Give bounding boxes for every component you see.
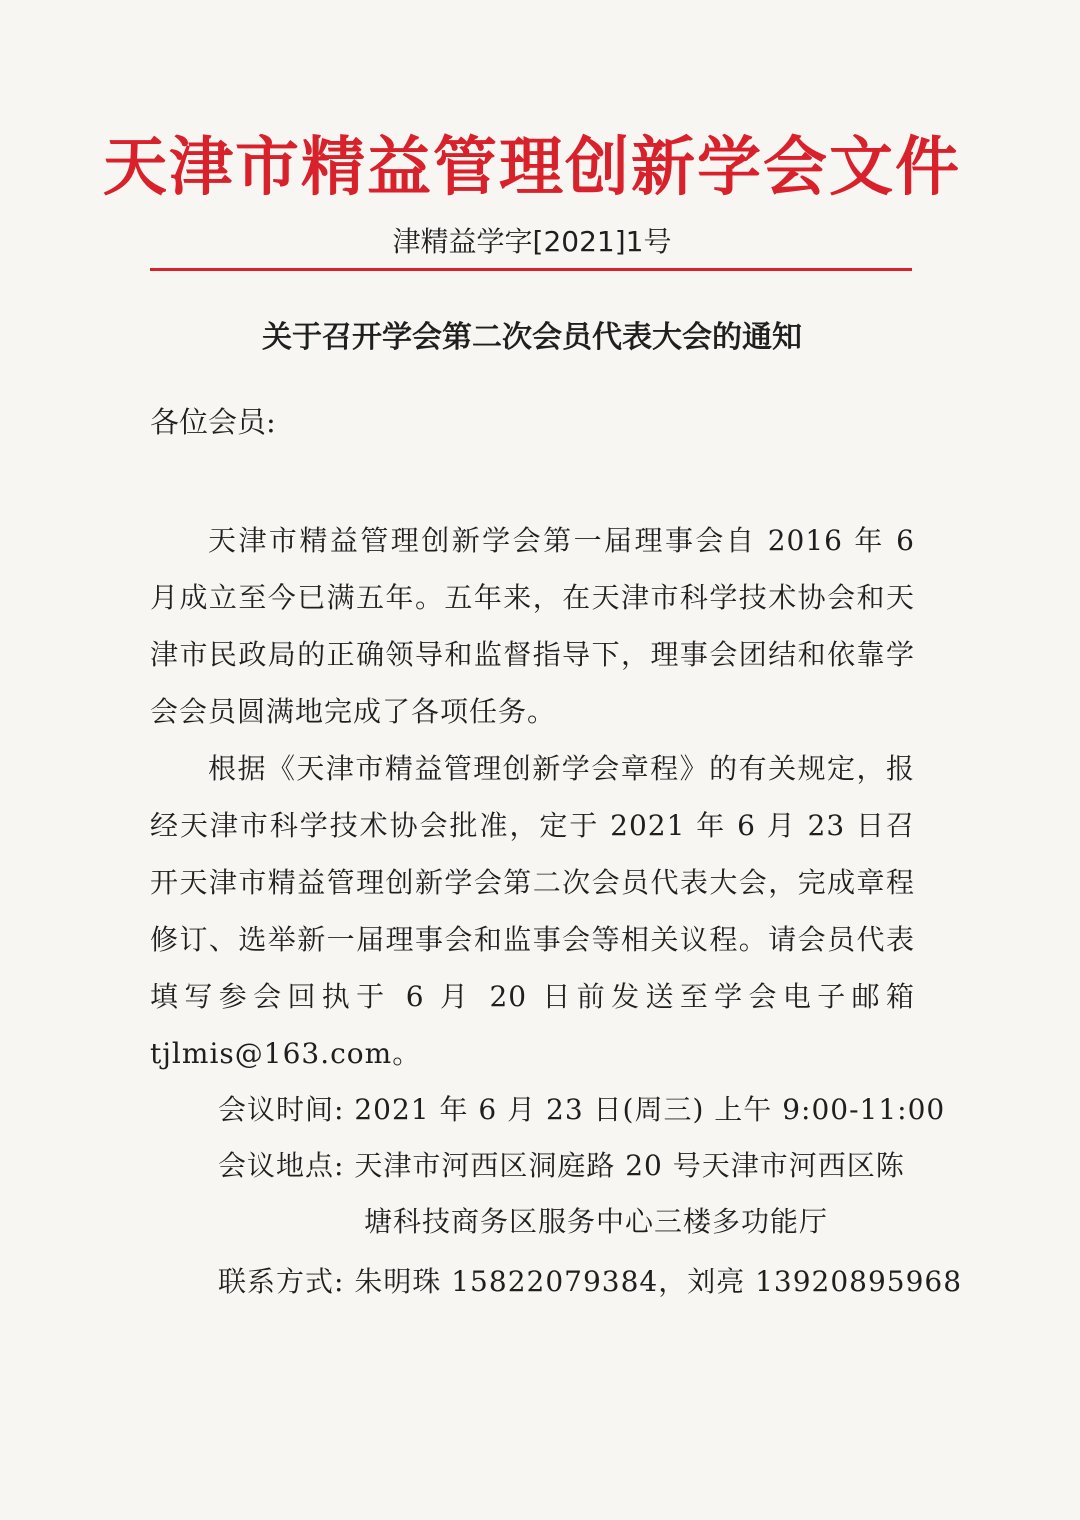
red-divider-line <box>150 268 912 271</box>
notice-title: 关于召开学会第二次会员代表大会的通知 <box>262 320 802 355</box>
contact-line <box>218 1254 962 1310</box>
meeting-time-label: 会议时间: <box>218 1093 345 1126</box>
document-number: 津精益学字[2021]1号 <box>392 225 672 258</box>
meeting-place-value-line1: 天津市河西区洞庭路 20 号天津市河西区陈 <box>354 1149 905 1182</box>
contact-value: 朱明珠 15822079384，刘亮 13920895968 <box>354 1265 963 1298</box>
contact-label: 联系方式: <box>218 1265 345 1298</box>
meeting-time-line <box>218 1082 945 1138</box>
salutation: 各位会员: <box>150 405 276 439</box>
body-paragraph-1: 天津市精益管理创新学会第一届理事会自 2016 年 6 月成立至今已满五年。五年来，在天津市科学技术协会和天津市民政局的正确领导和监督指导下，理事会团结和依靠学会会员圆满地完成了各项任务。 <box>150 524 915 728</box>
meeting-time-value: 2021 年 6 月 23 日(周三) 上午 9:00-11:00 <box>354 1093 946 1126</box>
meeting-place-value-line2: 塘科技商务区服务中心三楼多功能厅 <box>364 1205 829 1238</box>
document-header-title: 天津市精益管理创新学会文件 <box>103 131 961 205</box>
body-paragraph-2: 根据《天津市精益管理创新学会章程》的有关规定，报经天津市科学技术协会批准，定于 2021 年 6 月 23 日召开天津市精益管理创新学会第二次会员代表大会，完成章程修订、选举新一届理事会和监事会等相关议程。请会员代表填写参会回执于 6 月 20 日前发送至学会电子邮箱 tjlmis@163.com。 <box>150 752 915 1070</box>
meeting-place-label: 会议地点: <box>218 1149 345 1182</box>
meeting-place-line <box>218 1138 905 1194</box>
